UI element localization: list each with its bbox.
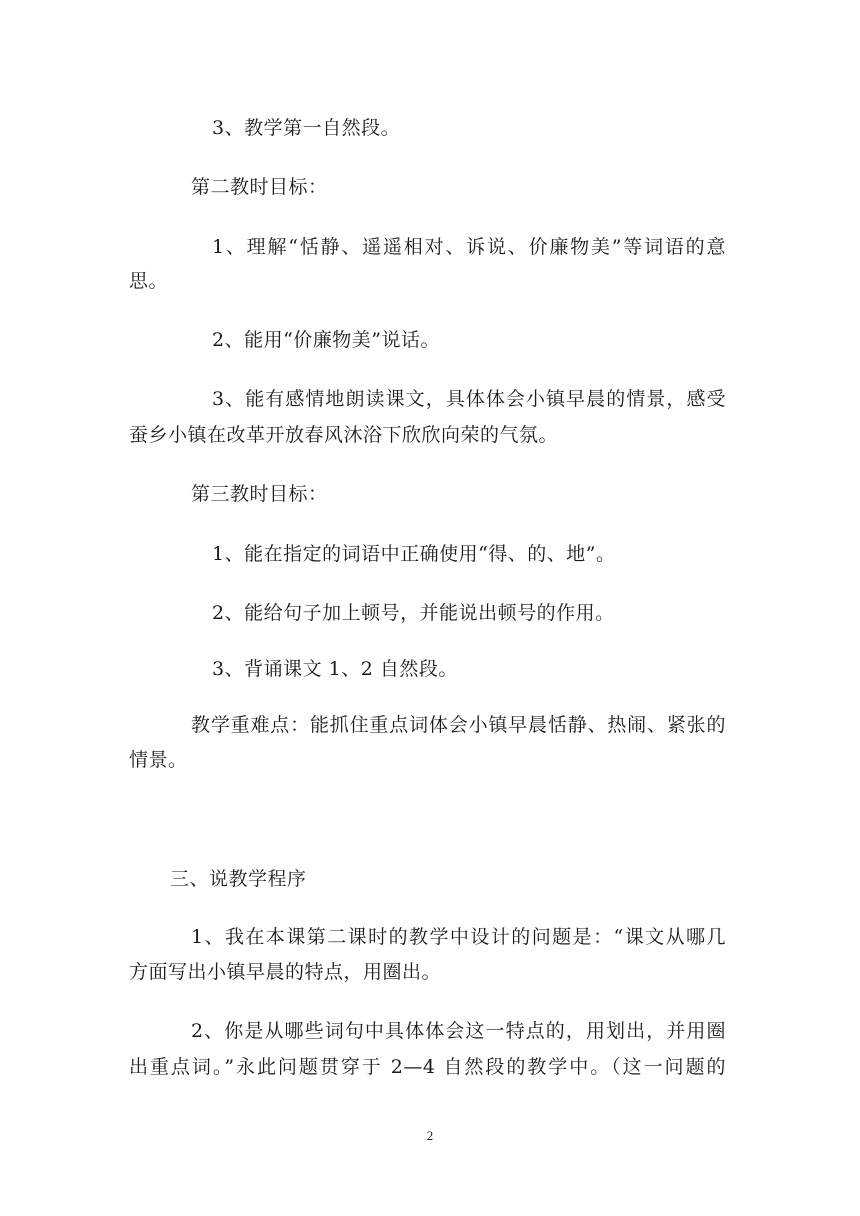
- text-line: 3、教学第一自然段。: [212, 117, 401, 139]
- text-line: 1、我在本课第二课时的教学中设计的问题是：“课文从哪几: [191, 926, 726, 948]
- section-heading: 第三教时目标：: [191, 483, 328, 505]
- text-line: 思。: [129, 270, 169, 292]
- text-line: 3、背诵课文 1、2 自然段。: [212, 658, 458, 680]
- text-line: 情景。: [129, 749, 188, 771]
- text-line: 教学重难点：能抓住重点词体会小镇早晨恬静、热闹、紧张的: [191, 714, 726, 736]
- text-line: 3、能有感情地朗读课文，具体体会小镇早晨的情景，感受: [212, 388, 726, 410]
- page-number: 2: [426, 1128, 434, 1143]
- text-line: 2、能给句子加上顿号，并能说出顿号的作用。: [212, 602, 615, 624]
- text-line: 1、能在指定的词语中正确使用“得、的、地”。: [212, 543, 616, 565]
- text-line: 蚕乡小镇在改革开放春风沐浴下欣欣向荣的气氛。: [129, 424, 559, 446]
- text-line: 1、理解“恬静、遥遥相对、诉说、价廉物美”等词语的意: [212, 236, 726, 258]
- section-heading: 第二教时目标：: [191, 176, 328, 198]
- section-heading: 三、说教学程序: [170, 868, 307, 890]
- text-line: 方面写出小镇早晨的特点，用圈出。: [129, 961, 442, 983]
- text-line: 2、能用“价廉物美”说话。: [212, 329, 441, 351]
- text-line: 出重点词。”永此问题贯穿于 2—4 自然段的教学中。（这一问题的: [129, 1056, 726, 1078]
- text-line: 2、你是从哪些词句中具体体会这一特点的，用划出，并用圈: [191, 1020, 726, 1042]
